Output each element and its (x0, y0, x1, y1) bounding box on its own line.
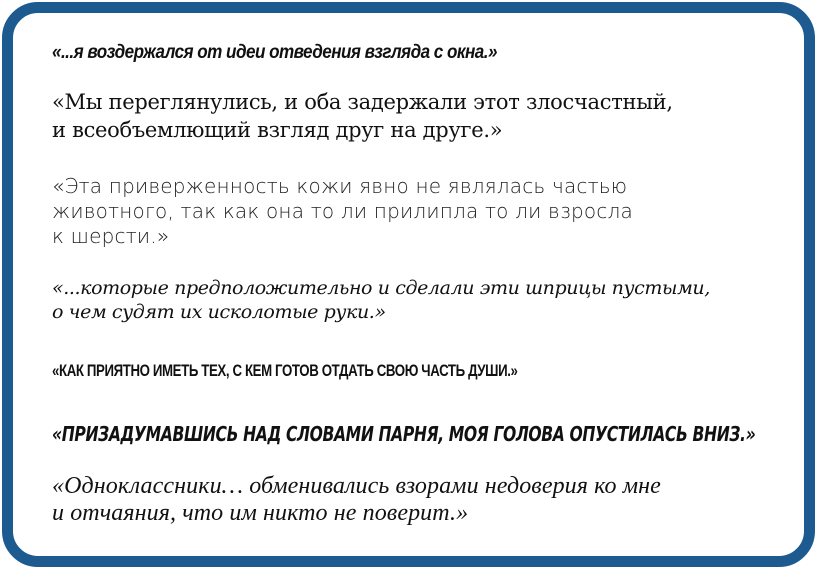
quote-4-line-2: о чем судят их исколотые руки.» (52, 301, 386, 323)
quote-6 (52, 422, 755, 446)
quote-4-line-1: «...которые предположительно и сделали эти шприцы пустыми, (52, 277, 710, 299)
quote-1 (52, 42, 497, 64)
quote-3-line-2: животного, так как она то ли прилипла то ли взросла (52, 199, 633, 223)
quote-5 (52, 361, 518, 381)
quote-7 (52, 473, 661, 527)
quote-7-line-1: «Одноклассники… обменивались взорами недоверия ко мне (52, 473, 661, 499)
quote-1-line-1: «...я воздержался от идеи отведения взгляда с окна.» (52, 42, 497, 63)
quote-3-line-1: «Эта приверженность кожи явно не являлась частью (52, 174, 628, 198)
quote-2-line-2: и всеобъемлющий взгляд друг на друге.» (52, 118, 503, 142)
quote-5-line-1: «КАК ПРИЯТНО ИМЕТЬ ТЕХ, С КЕМ ГОТОВ ОТДАТЬ СВОЮ ЧАСТЬ ДУШИ.» (52, 361, 518, 380)
quote-3-line-3: к шерсти.» (52, 224, 170, 248)
quote-7-line-2: и отчаяния, что им никто не поверит.» (52, 500, 469, 526)
quote-2 (52, 88, 673, 144)
quote-4 (52, 276, 710, 324)
quote-3 (52, 174, 633, 249)
quote-6-line-1: «ПРИЗАДУМАВШИСЬ НАД СЛОВАМИ ПАРНЯ, МОЯ ГОЛОВА ОПУСТИЛАСЬ ВНИЗ.» (52, 422, 756, 446)
quote-2-line-1: «Мы переглянулись, и оба задержали этот злосчастный, (52, 90, 673, 114)
